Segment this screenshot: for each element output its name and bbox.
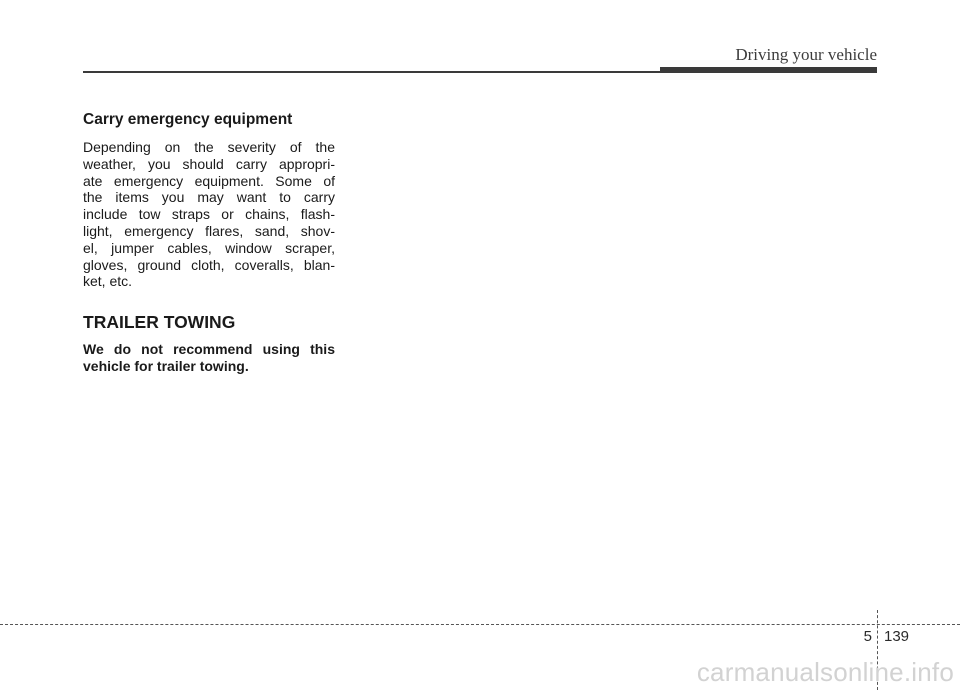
paragraph-line: light, emergency flares, sand, shov- bbox=[83, 222, 335, 239]
emergency-equipment-paragraph bbox=[83, 139, 335, 290]
section-header-title: Driving your vehicle bbox=[735, 45, 877, 64]
footer-divider bbox=[0, 624, 960, 625]
trailer-towing-paragraph bbox=[83, 341, 335, 375]
paragraph-line: We do not recommend using this bbox=[83, 341, 335, 358]
header-rule-accent bbox=[660, 67, 877, 73]
paragraph-line: Depending on the severity of the bbox=[83, 139, 335, 155]
chapter-number: 5 bbox=[863, 628, 872, 645]
trailer-towing-heading: TRAILER TOWING bbox=[83, 312, 236, 333]
paragraph-line: ket, etc. bbox=[83, 273, 133, 290]
paragraph-line: ate emergency equipment. Some of bbox=[83, 172, 335, 189]
paragraph-line: include tow straps or chains, flash- bbox=[83, 206, 335, 223]
paragraph-line: vehicle for trailer towing. bbox=[83, 357, 249, 374]
paragraph-line: the items you may want to carry bbox=[83, 189, 335, 206]
content-column bbox=[83, 110, 335, 375]
paragraph-line: el, jumper cables, window scraper, bbox=[83, 239, 335, 256]
paragraph-line: gloves, ground cloth, coveralls, blan- bbox=[83, 256, 335, 273]
emergency-equipment-heading: Carry emergency equipment bbox=[83, 111, 293, 128]
header-rule bbox=[83, 71, 660, 73]
watermark: carmanualsonline.info bbox=[696, 657, 954, 687]
page-number: 139 bbox=[884, 628, 910, 645]
paragraph-line: weather, you should carry appropri- bbox=[83, 155, 335, 172]
